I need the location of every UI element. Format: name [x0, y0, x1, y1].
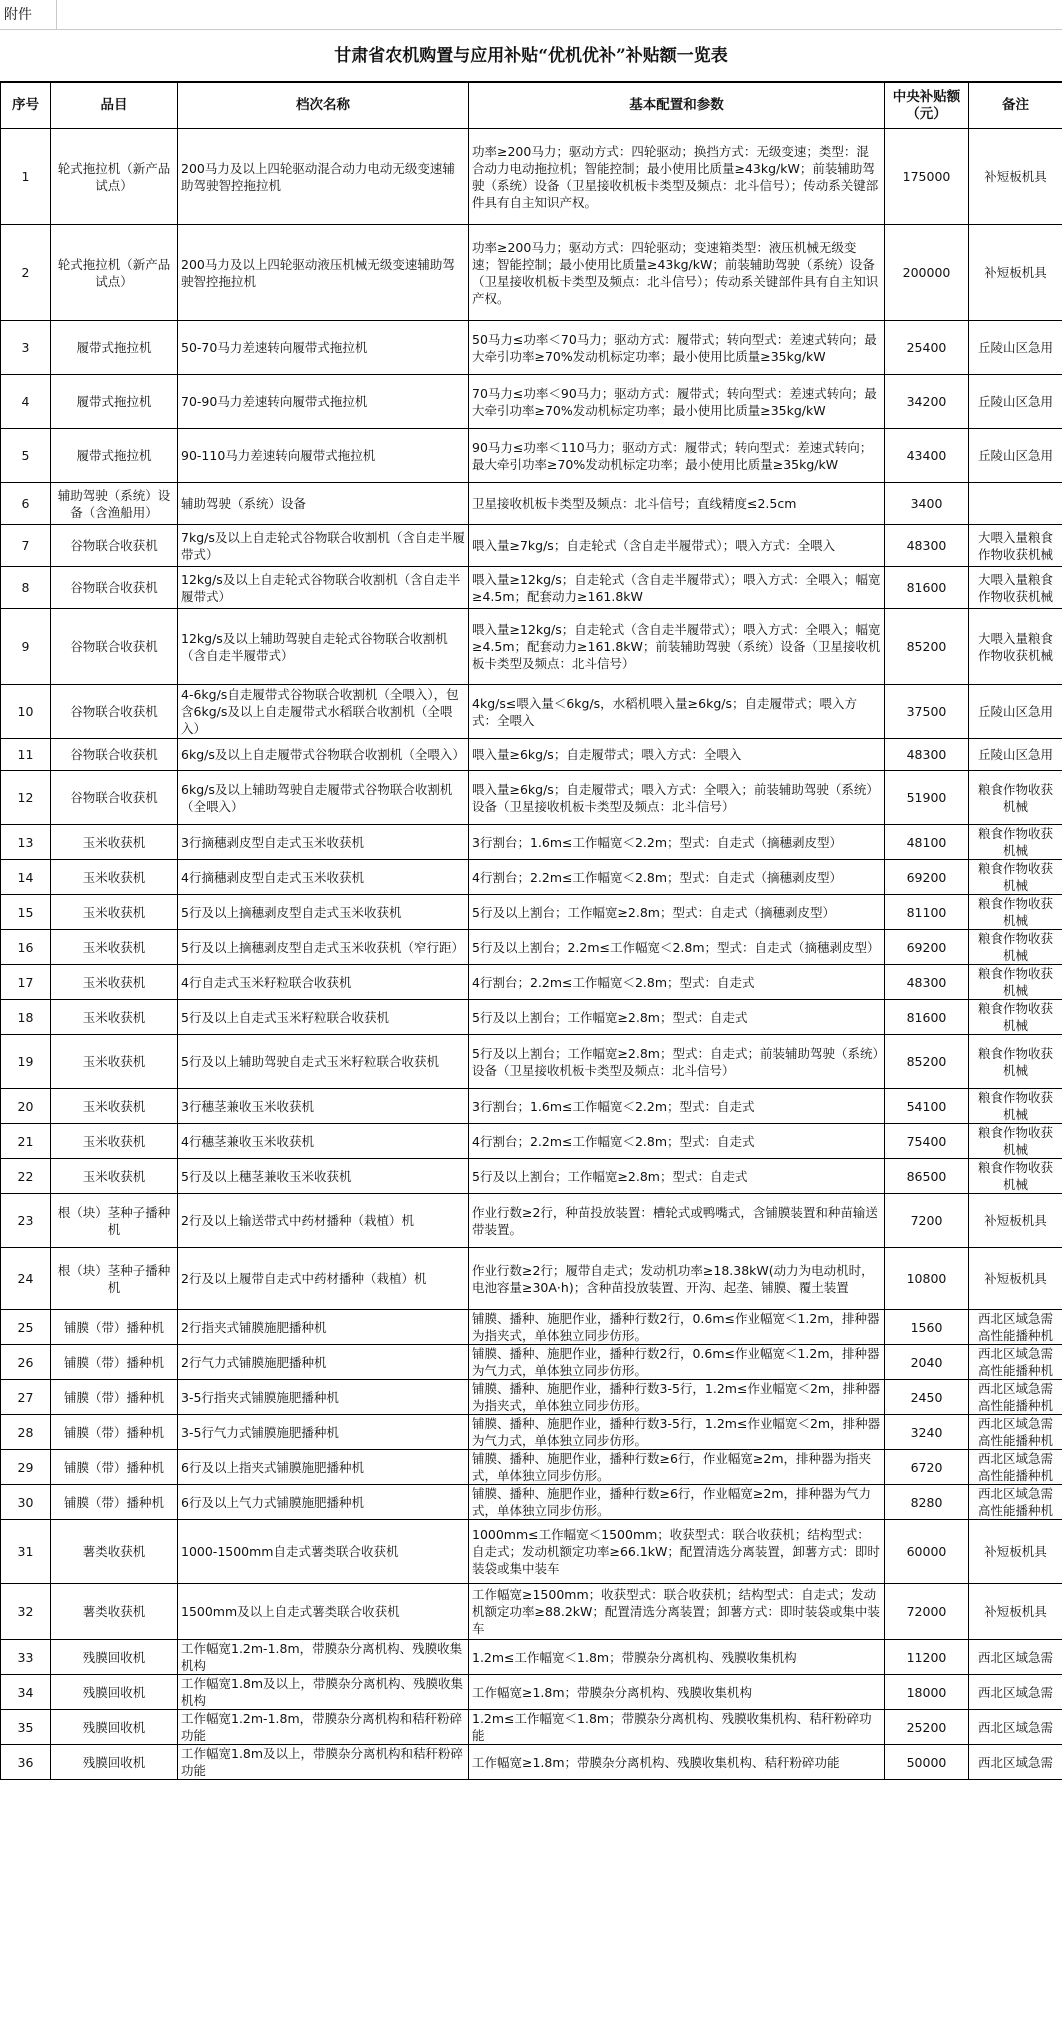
- cell-grade: 2行及以上履带自走式中药材播种（栽植）机: [178, 1248, 469, 1310]
- cell-subsidy: 25400: [885, 321, 969, 375]
- cell-grade: 6kg/s及以上自走履带式谷物联合收割机（全喂入）: [178, 739, 469, 771]
- cell-subsidy: 37500: [885, 685, 969, 739]
- cell-seq: 10: [1, 685, 51, 739]
- cell-note: 西北区域急需高性能播种机: [969, 1485, 1062, 1520]
- cell-category: 履带式拖拉机: [51, 321, 178, 375]
- cell-seq: 16: [1, 930, 51, 965]
- header-seq: 序号: [1, 83, 51, 129]
- cell-subsidy: 51900: [885, 771, 969, 825]
- cell-category: 残膜回收机: [51, 1710, 178, 1745]
- cell-note: 丘陵山区急用: [969, 685, 1062, 739]
- attachment-label: 附件: [4, 0, 57, 30]
- cell-grade: 200马力及以上四轮驱动混合动力电动无级变速辅助驾驶智控拖拉机: [178, 129, 469, 225]
- cell-category: 根（块）茎种子播种机: [51, 1248, 178, 1310]
- cell-config: 喂入量≥12kg/s；自走轮式（含自走半履带式）；喂入方式：全喂入；幅宽≥4.5m；配套动力≥161.8kW: [469, 567, 885, 609]
- cell-note: 粮食作物收获机械: [969, 771, 1062, 825]
- cell-config: 4行割台；2.2m≤工作幅宽＜2.8m；型式：自走式（摘穗剥皮型）: [469, 860, 885, 895]
- cell-grade: 2行指夹式铺膜施肥播种机: [178, 1310, 469, 1345]
- table-row: [1, 429, 1062, 483]
- cell-note: 大喂入量粮食作物收获机械: [969, 609, 1062, 685]
- cell-subsidy: 18000: [885, 1675, 969, 1710]
- cell-subsidy: 2040: [885, 1345, 969, 1380]
- table-row: [1, 1000, 1062, 1035]
- cell-note: [969, 483, 1062, 525]
- cell-grade: 工作幅宽1.8m及以上，带膜杂分离机构和秸秆粉碎功能: [178, 1745, 469, 1780]
- cell-seq: 35: [1, 1710, 51, 1745]
- cell-grade: 1500mm及以上自走式薯类联合收获机: [178, 1584, 469, 1640]
- table-row: [1, 1450, 1062, 1485]
- cell-grade: 3行摘穗剥皮型自走式玉米收获机: [178, 825, 469, 860]
- cell-seq: 21: [1, 1124, 51, 1159]
- cell-grade: 3-5行指夹式铺膜施肥播种机: [178, 1380, 469, 1415]
- table-row: [1, 1089, 1062, 1124]
- cell-grade: 6行及以上指夹式铺膜施肥播种机: [178, 1450, 469, 1485]
- table-row: [1, 375, 1062, 429]
- cell-config: 5行及以上割台；2.2m≤工作幅宽＜2.8m；型式：自走式（摘穗剥皮型）: [469, 930, 885, 965]
- cell-seq: 34: [1, 1675, 51, 1710]
- cell-seq: 6: [1, 483, 51, 525]
- cell-config: 3行割台；1.6m≤工作幅宽＜2.2m；型式：自走式（摘穗剥皮型）: [469, 825, 885, 860]
- cell-category: 根（块）茎种子播种机: [51, 1194, 178, 1248]
- cell-category: 铺膜（带）播种机: [51, 1380, 178, 1415]
- cell-category: 铺膜（带）播种机: [51, 1310, 178, 1345]
- cell-subsidy: 43400: [885, 429, 969, 483]
- cell-seq: 17: [1, 965, 51, 1000]
- cell-grade: 50-70马力差速转向履带式拖拉机: [178, 321, 469, 375]
- cell-config: 5行及以上割台；工作幅宽≥2.8m；型式：自走式（摘穗剥皮型）: [469, 895, 885, 930]
- cell-seq: 2: [1, 225, 51, 321]
- cell-category: 辅助驾驶（系统）设备（含渔船用）: [51, 483, 178, 525]
- cell-note: 丘陵山区急用: [969, 321, 1062, 375]
- subsidy-table: [0, 82, 1062, 1780]
- cell-subsidy: 1560: [885, 1310, 969, 1345]
- cell-subsidy: 10800: [885, 1248, 969, 1310]
- cell-seq: 19: [1, 1035, 51, 1089]
- header-note: 备注: [969, 83, 1062, 129]
- header-subsidy: 中央补贴额（元）: [885, 83, 969, 129]
- table-row: [1, 1159, 1062, 1194]
- cell-note: 西北区域急需: [969, 1640, 1062, 1675]
- cell-category: 玉米收获机: [51, 1159, 178, 1194]
- cell-config: 工作幅宽≥1.8m；带膜杂分离机构、残膜收集机构、秸秆粉碎功能: [469, 1745, 885, 1780]
- cell-grade: 6kg/s及以上辅助驾驶自走履带式谷物联合收割机（全喂入）: [178, 771, 469, 825]
- table-row: [1, 825, 1062, 860]
- table-row: [1, 321, 1062, 375]
- cell-subsidy: 81100: [885, 895, 969, 930]
- table-row: [1, 1035, 1062, 1089]
- table-row: [1, 483, 1062, 525]
- cell-grade: 5行及以上摘穗剥皮型自走式玉米收获机: [178, 895, 469, 930]
- cell-grade: 5行及以上自走式玉米籽粒联合收获机: [178, 1000, 469, 1035]
- cell-note: 粮食作物收获机械: [969, 965, 1062, 1000]
- cell-config: 功率≥200马力；驱动方式：四轮驱动；换挡方式：无级变速；类型：混合动力电动拖拉机；智能控制；最小使用比质量≥43kg/kW；前装辅助驾驶（系统）设备（卫星接收机板卡类型及频点：北斗信号）；传动系关键部件具有自主知识产权。: [469, 129, 885, 225]
- table-row: [1, 930, 1062, 965]
- table-row: [1, 1248, 1062, 1310]
- cell-grade: 200马力及以上四轮驱动液压机械无级变速辅助驾驶智控拖拉机: [178, 225, 469, 321]
- cell-seq: 24: [1, 1248, 51, 1310]
- cell-seq: 13: [1, 825, 51, 860]
- cell-category: 谷物联合收获机: [51, 525, 178, 567]
- cell-category: 轮式拖拉机（新产品试点）: [51, 129, 178, 225]
- cell-subsidy: 54100: [885, 1089, 969, 1124]
- cell-subsidy: 50000: [885, 1745, 969, 1780]
- cell-grade: 5行及以上摘穗剥皮型自走式玉米收获机（窄行距）: [178, 930, 469, 965]
- table-row: [1, 1675, 1062, 1710]
- cell-seq: 26: [1, 1345, 51, 1380]
- cell-subsidy: 85200: [885, 609, 969, 685]
- table-row: [1, 1194, 1062, 1248]
- cell-seq: 20: [1, 1089, 51, 1124]
- cell-subsidy: 3240: [885, 1415, 969, 1450]
- cell-note: 补短板机具: [969, 1194, 1062, 1248]
- cell-note: 粮食作物收获机械: [969, 1124, 1062, 1159]
- cell-subsidy: 200000: [885, 225, 969, 321]
- cell-subsidy: 7200: [885, 1194, 969, 1248]
- cell-note: 西北区域急需: [969, 1745, 1062, 1780]
- cell-config: 工作幅宽≥1500mm；收获型式：联合收获机；结构型式：自走式；发动机额定功率≥88.2kW；配置清选分离装置；卸薯方式：即时装袋或集中装车: [469, 1584, 885, 1640]
- table-header-row: [1, 83, 1062, 129]
- cell-category: 薯类收获机: [51, 1584, 178, 1640]
- cell-config: 铺膜、播种、施肥作业，播种行数3-5行，1.2m≤作业幅宽＜2m，排种器为气力式，单体独立同步仿形。: [469, 1415, 885, 1450]
- cell-grade: 12kg/s及以上自走轮式谷物联合收割机（含自走半履带式）: [178, 567, 469, 609]
- table-row: [1, 1584, 1062, 1640]
- cell-note: 西北区域急需高性能播种机: [969, 1345, 1062, 1380]
- cell-note: 丘陵山区急用: [969, 375, 1062, 429]
- cell-config: 5行及以上割台；工作幅宽≥2.8m；型式：自走式: [469, 1159, 885, 1194]
- cell-seq: 28: [1, 1415, 51, 1450]
- cell-grade: 工作幅宽1.2m-1.8m，带膜杂分离机构、残膜收集机构: [178, 1640, 469, 1675]
- table-row: [1, 1415, 1062, 1450]
- cell-category: 玉米收获机: [51, 860, 178, 895]
- cell-config: 喂入量≥6kg/s；自走履带式；喂入方式：全喂入: [469, 739, 885, 771]
- cell-config: 5行及以上割台；工作幅宽≥2.8m；型式：自走式；前装辅助驾驶（系统）设备（卫星接收机板卡类型及频点：北斗信号）: [469, 1035, 885, 1089]
- cell-config: 铺膜、播种、施肥作业，播种行数3-5行，1.2m≤作业幅宽＜2m，排种器为指夹式，单体独立同步仿形。: [469, 1380, 885, 1415]
- cell-seq: 29: [1, 1450, 51, 1485]
- table-row: [1, 525, 1062, 567]
- cell-note: 补短板机具: [969, 129, 1062, 225]
- cell-subsidy: 81600: [885, 1000, 969, 1035]
- cell-category: 谷物联合收获机: [51, 609, 178, 685]
- table-row: [1, 225, 1062, 321]
- cell-category: 玉米收获机: [51, 1000, 178, 1035]
- cell-category: 玉米收获机: [51, 895, 178, 930]
- cell-category: 履带式拖拉机: [51, 375, 178, 429]
- cell-category: 玉米收获机: [51, 1124, 178, 1159]
- cell-note: 粮食作物收获机械: [969, 895, 1062, 930]
- cell-seq: 11: [1, 739, 51, 771]
- cell-category: 玉米收获机: [51, 1089, 178, 1124]
- cell-subsidy: 25200: [885, 1710, 969, 1745]
- cell-note: 大喂入量粮食作物收获机械: [969, 525, 1062, 567]
- cell-seq: 31: [1, 1520, 51, 1584]
- cell-config: 4行割台；2.2m≤工作幅宽＜2.8m；型式：自走式: [469, 965, 885, 1000]
- cell-note: 西北区域急需: [969, 1710, 1062, 1745]
- table-row: [1, 1520, 1062, 1584]
- table-row: [1, 1345, 1062, 1380]
- cell-grade: 6行及以上气力式铺膜施肥播种机: [178, 1485, 469, 1520]
- cell-grade: 3行穗茎兼收玉米收获机: [178, 1089, 469, 1124]
- cell-note: 西北区域急需高性能播种机: [969, 1310, 1062, 1345]
- cell-seq: 25: [1, 1310, 51, 1345]
- cell-config: 功率≥200马力；驱动方式：四轮驱动；变速箱类型：液压机械无级变速；智能控制；最小使用比质量≥43kg/kW；前装辅助驾驶（系统）设备（卫星接收机板卡类型及频点：北斗信号）；传动系关键部件具有自主知识产权。: [469, 225, 885, 321]
- cell-seq: 7: [1, 525, 51, 567]
- cell-grade: 4行摘穗剥皮型自走式玉米收获机: [178, 860, 469, 895]
- cell-seq: 1: [1, 129, 51, 225]
- cell-subsidy: 175000: [885, 129, 969, 225]
- cell-seq: 33: [1, 1640, 51, 1675]
- cell-subsidy: 85200: [885, 1035, 969, 1089]
- cell-category: 谷物联合收获机: [51, 685, 178, 739]
- table-row: [1, 685, 1062, 739]
- cell-config: 3行割台；1.6m≤工作幅宽＜2.2m；型式：自走式: [469, 1089, 885, 1124]
- table-row: [1, 1640, 1062, 1675]
- cell-grade: 1000-1500mm自走式薯类联合收获机: [178, 1520, 469, 1584]
- cell-note: 补短板机具: [969, 1584, 1062, 1640]
- cell-config: 50马力≤功率＜70马力；驱动方式：履带式；转向型式：差速式转向；最大牵引功率≥70%发动机标定功率；最小使用比质量≥35kg/kW: [469, 321, 885, 375]
- cell-config: 70马力≤功率＜90马力；驱动方式：履带式；转向型式：差速式转向；最大牵引功率≥70%发动机标定功率；最小使用比质量≥35kg/kW: [469, 375, 885, 429]
- cell-note: 粮食作物收获机械: [969, 930, 1062, 965]
- cell-category: 轮式拖拉机（新产品试点）: [51, 225, 178, 321]
- table-row: [1, 129, 1062, 225]
- cell-note: 大喂入量粮食作物收获机械: [969, 567, 1062, 609]
- cell-seq: 27: [1, 1380, 51, 1415]
- cell-config: 喂入量≥6kg/s；自走履带式；喂入方式：全喂入；前装辅助驾驶（系统）设备（卫星接收机板卡类型及频点：北斗信号）: [469, 771, 885, 825]
- cell-config: 喂入量≥7kg/s；自走轮式（含自走半履带式）；喂入方式：全喂入: [469, 525, 885, 567]
- cell-note: 补短板机具: [969, 1520, 1062, 1584]
- cell-subsidy: 86500: [885, 1159, 969, 1194]
- cell-note: 西北区域急需高性能播种机: [969, 1380, 1062, 1415]
- cell-seq: 15: [1, 895, 51, 930]
- cell-subsidy: 48300: [885, 525, 969, 567]
- table-row: [1, 739, 1062, 771]
- cell-category: 玉米收获机: [51, 1035, 178, 1089]
- cell-grade: 工作幅宽1.2m-1.8m，带膜杂分离机构和秸秆粉碎功能: [178, 1710, 469, 1745]
- cell-config: 卫星接收机板卡类型及频点：北斗信号；直线精度≤2.5cm: [469, 483, 885, 525]
- cell-grade: 12kg/s及以上辅助驾驶自走轮式谷物联合收割机（含自走半履带式）: [178, 609, 469, 685]
- cell-grade: 2行气力式铺膜施肥播种机: [178, 1345, 469, 1380]
- table-row: [1, 1710, 1062, 1745]
- cell-category: 薯类收获机: [51, 1520, 178, 1584]
- cell-grade: 90-110马力差速转向履带式拖拉机: [178, 429, 469, 483]
- cell-category: 玉米收获机: [51, 825, 178, 860]
- cell-note: 粮食作物收获机械: [969, 1000, 1062, 1035]
- table-row: [1, 1124, 1062, 1159]
- cell-grade: 3-5行气力式铺膜施肥播种机: [178, 1415, 469, 1450]
- cell-seq: 32: [1, 1584, 51, 1640]
- cell-note: 粮食作物收获机械: [969, 1089, 1062, 1124]
- cell-seq: 18: [1, 1000, 51, 1035]
- cell-category: 铺膜（带）播种机: [51, 1485, 178, 1520]
- cell-note: 粮食作物收获机械: [969, 825, 1062, 860]
- table-row: [1, 609, 1062, 685]
- cell-config: 铺膜、播种、施肥作业，播种行数≥6行，作业幅宽≥2m，排种器为气力式，单体独立同步仿形。: [469, 1485, 885, 1520]
- cell-grade: 5行及以上穗茎兼收玉米收获机: [178, 1159, 469, 1194]
- cell-config: 铺膜、播种、施肥作业，播种行数2行，0.6m≤作业幅宽＜1.2m，排种器为气力式，单体独立同步仿形。: [469, 1345, 885, 1380]
- cell-subsidy: 72000: [885, 1584, 969, 1640]
- cell-subsidy: 3400: [885, 483, 969, 525]
- cell-config: 90马力≤功率＜110马力；驱动方式：履带式；转向型式：差速式转向；最大牵引功率≥70%发动机标定功率；最小使用比质量≥35kg/kW: [469, 429, 885, 483]
- table-body: [1, 129, 1062, 1780]
- cell-subsidy: 6720: [885, 1450, 969, 1485]
- cell-grade: 4-6kg/s自走履带式谷物联合收割机（全喂入），包含6kg/s及以上自走履带式水稻联合收割机（全喂入）: [178, 685, 469, 739]
- cell-grade: 4行自走式玉米籽粒联合收获机: [178, 965, 469, 1000]
- cell-config: 铺膜、播种、施肥作业，播种行数≥6行，作业幅宽≥2m，排种器为指夹式，单体独立同步仿形。: [469, 1450, 885, 1485]
- attachment-row: [0, 0, 1062, 30]
- cell-category: 谷物联合收获机: [51, 567, 178, 609]
- cell-grade: 7kg/s及以上自走轮式谷物联合收割机（含自走半履带式）: [178, 525, 469, 567]
- cell-category: 铺膜（带）播种机: [51, 1450, 178, 1485]
- cell-subsidy: 48300: [885, 739, 969, 771]
- cell-config: 工作幅宽≥1.8m；带膜杂分离机构、残膜收集机构: [469, 1675, 885, 1710]
- header-category: 品目: [51, 83, 178, 129]
- cell-config: 4kg/s≤喂入量＜6kg/s，水稻机喂入量≥6kg/s；自走履带式；喂入方式：全喂入: [469, 685, 885, 739]
- cell-subsidy: 11200: [885, 1640, 969, 1675]
- cell-seq: 5: [1, 429, 51, 483]
- cell-subsidy: 8280: [885, 1485, 969, 1520]
- cell-note: 粮食作物收获机械: [969, 860, 1062, 895]
- cell-seq: 23: [1, 1194, 51, 1248]
- cell-note: 补短板机具: [969, 1248, 1062, 1310]
- cell-category: 铺膜（带）播种机: [51, 1415, 178, 1450]
- header-config: 基本配置和参数: [469, 83, 885, 129]
- cell-category: 残膜回收机: [51, 1675, 178, 1710]
- table-row: [1, 965, 1062, 1000]
- table-row: [1, 771, 1062, 825]
- cell-seq: 14: [1, 860, 51, 895]
- cell-category: 玉米收获机: [51, 930, 178, 965]
- cell-seq: 3: [1, 321, 51, 375]
- table-row: [1, 1380, 1062, 1415]
- cell-note: 西北区域急需: [969, 1675, 1062, 1710]
- cell-config: 1000mm≤工作幅宽＜1500mm；收获型式：联合收获机；结构型式：自走式；发动机额定功率≥66.1kW；配置清选分离装置，卸薯方式：即时装袋或集中装车: [469, 1520, 885, 1584]
- cell-category: 谷物联合收获机: [51, 771, 178, 825]
- cell-config: 铺膜、播种、施肥作业，播种行数2行，0.6m≤作业幅宽＜1.2m，排种器为指夹式，单体独立同步仿形。: [469, 1310, 885, 1345]
- cell-grade: 辅助驾驶（系统）设备: [178, 483, 469, 525]
- document-title: 甘肃省农机购置与应用补贴“优机优补”补贴额一览表: [0, 30, 1062, 82]
- table-row: [1, 567, 1062, 609]
- cell-config: 1.2m≤工作幅宽＜1.8m；带膜杂分离机构、残膜收集机构、秸秆粉碎功能: [469, 1710, 885, 1745]
- cell-note: 丘陵山区急用: [969, 429, 1062, 483]
- cell-config: 1.2m≤工作幅宽＜1.8m；带膜杂分离机构、残膜收集机构: [469, 1640, 885, 1675]
- cell-category: 残膜回收机: [51, 1640, 178, 1675]
- cell-seq: 36: [1, 1745, 51, 1780]
- cell-seq: 9: [1, 609, 51, 685]
- cell-note: 粮食作物收获机械: [969, 1035, 1062, 1089]
- cell-seq: 22: [1, 1159, 51, 1194]
- cell-note: 粮食作物收获机械: [969, 1159, 1062, 1194]
- cell-config: 5行及以上割台；工作幅宽≥2.8m；型式：自走式: [469, 1000, 885, 1035]
- cell-seq: 4: [1, 375, 51, 429]
- cell-grade: 5行及以上辅助驾驶自走式玉米籽粒联合收获机: [178, 1035, 469, 1089]
- cell-subsidy: 2450: [885, 1380, 969, 1415]
- cell-subsidy: 69200: [885, 930, 969, 965]
- table-row: [1, 860, 1062, 895]
- cell-note: 西北区域急需高性能播种机: [969, 1450, 1062, 1485]
- cell-grade: 2行及以上输送带式中药材播种（栽植）机: [178, 1194, 469, 1248]
- cell-grade: 70-90马力差速转向履带式拖拉机: [178, 375, 469, 429]
- cell-subsidy: 48100: [885, 825, 969, 860]
- cell-note: 丘陵山区急用: [969, 739, 1062, 771]
- cell-config: 作业行数≥2行，种苗投放装置：槽轮式或鸭嘴式，含铺膜装置和种苗输送带装置。: [469, 1194, 885, 1248]
- cell-category: 铺膜（带）播种机: [51, 1345, 178, 1380]
- cell-category: 履带式拖拉机: [51, 429, 178, 483]
- cell-config: 4行割台；2.2m≤工作幅宽＜2.8m；型式：自走式: [469, 1124, 885, 1159]
- cell-note: 补短板机具: [969, 225, 1062, 321]
- cell-subsidy: 60000: [885, 1520, 969, 1584]
- cell-subsidy: 34200: [885, 375, 969, 429]
- table-row: [1, 1310, 1062, 1345]
- table-row: [1, 895, 1062, 930]
- cell-subsidy: 48300: [885, 965, 969, 1000]
- cell-subsidy: 75400: [885, 1124, 969, 1159]
- cell-config: 喂入量≥12kg/s；自走轮式（含自走半履带式）；喂入方式：全喂入；幅宽≥4.5m；配套动力≥161.8kW；前装辅助驾驶（系统）设备（卫星接收机板卡类型及频点：北斗信号）: [469, 609, 885, 685]
- table-row: [1, 1485, 1062, 1520]
- cell-category: 玉米收获机: [51, 965, 178, 1000]
- cell-grade: 工作幅宽1.8m及以上，带膜杂分离机构、残膜收集机构: [178, 1675, 469, 1710]
- cell-config: 作业行数≥2行；履带自走式；发动机功率≥18.38kW(动力为电动机时，电池容量≥30A·h)；含种苗投放装置、开沟、起垄、铺膜、覆土装置: [469, 1248, 885, 1310]
- cell-category: 谷物联合收获机: [51, 739, 178, 771]
- cell-seq: 12: [1, 771, 51, 825]
- cell-category: 残膜回收机: [51, 1745, 178, 1780]
- cell-subsidy: 81600: [885, 567, 969, 609]
- cell-grade: 4行穗茎兼收玉米收获机: [178, 1124, 469, 1159]
- cell-note: 西北区域急需高性能播种机: [969, 1415, 1062, 1450]
- table-row: [1, 1745, 1062, 1780]
- header-grade: 档次名称: [178, 83, 469, 129]
- cell-seq: 30: [1, 1485, 51, 1520]
- cell-subsidy: 69200: [885, 860, 969, 895]
- cell-seq: 8: [1, 567, 51, 609]
